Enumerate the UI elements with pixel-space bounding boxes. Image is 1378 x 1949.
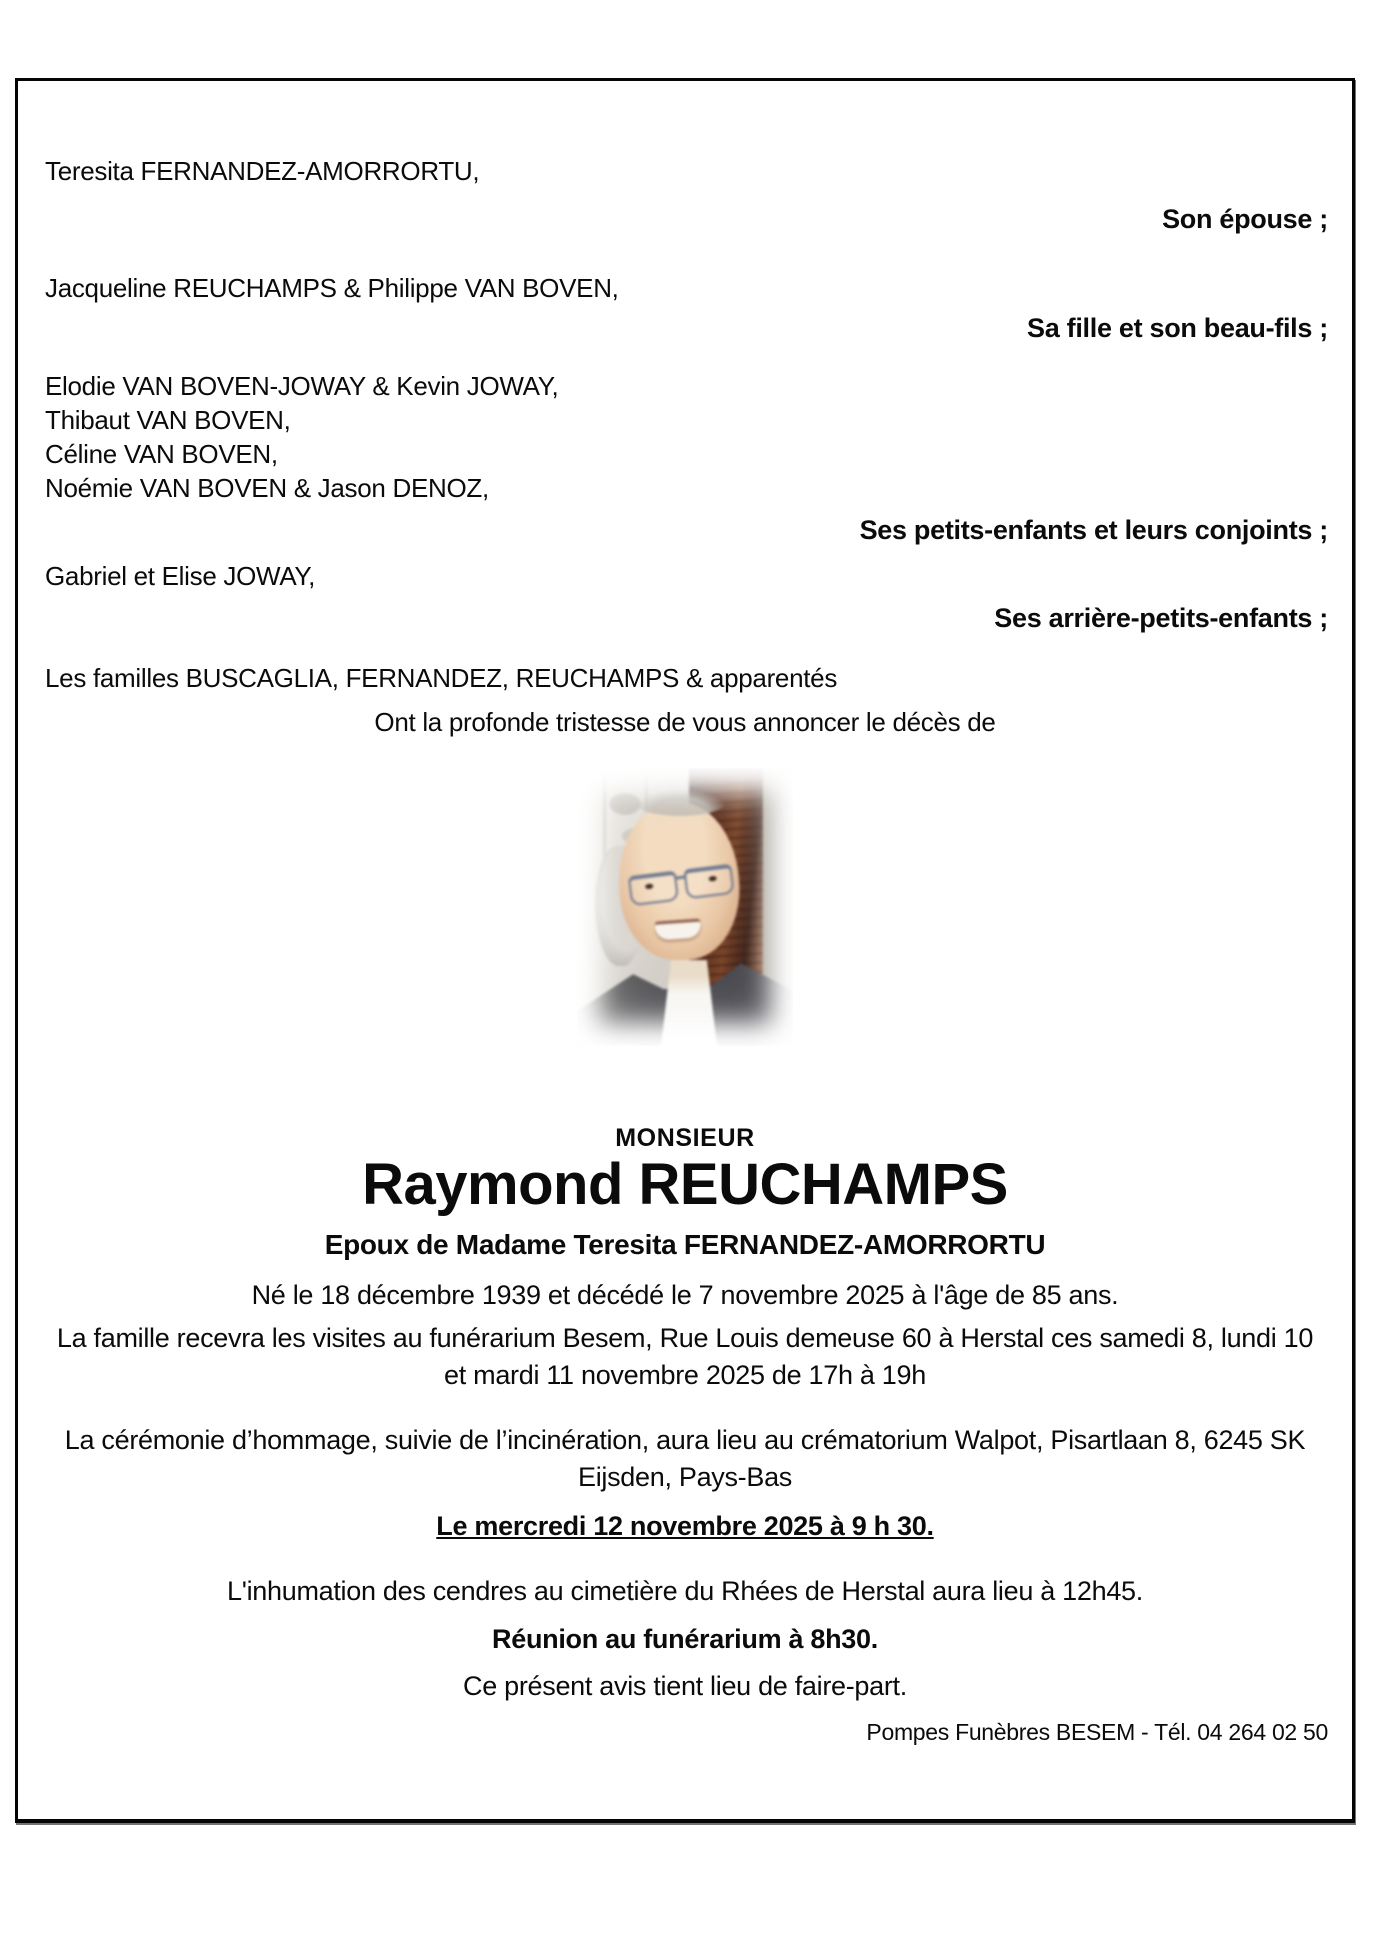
intro-line: Ont la profonde tristesse de vous annoncer le décès de [374, 707, 996, 737]
burial-line: L'inhumation des cendres au cimetière du Rhées de Herstal aura lieu à 12h45. [227, 1576, 1143, 1606]
notice-line: Ce présent avis tient lieu de faire-part. [463, 1671, 907, 1701]
deceased-name: Raymond REUCHAMPS [362, 1152, 1008, 1217]
ceremony-paragraph: La cérémonie d’hommage, suivie de l’incinération, aura lieu au crématorium Walpot, Pisartlaan 8, 6245 SK Eijsden, Pays-Bas [64, 1425, 1306, 1492]
relation-label: Son épouse ; [1162, 204, 1328, 234]
ceremony-date-line: Le mercredi 12 novembre 2025 à 9 h 30. [436, 1511, 934, 1541]
portrait-photo [577, 768, 793, 1046]
visits-paragraph: La famille recevra les visites au funérarium Besem, Rue Louis demeuse 60 à Herstal ces samedi 8, lundi 10 et mardi 11 novembre 2025 de 17h à 19h [56, 1323, 1314, 1390]
photo-faded-edge [577, 768, 793, 1046]
family-name-line: Elodie VAN BOVEN-JOWAY & Kevin JOWAY, [45, 371, 559, 401]
meeting-line: Réunion au funérarium à 8h30. [492, 1624, 878, 1654]
birth-death-line: Né le 18 décembre 1939 et décédé le 7 novembre 2025 à l'âge de 85 ans. [251, 1280, 1119, 1310]
family-name-line: Thibaut VAN BOVEN, [45, 405, 291, 435]
relation-label: Sa fille et son beau-fils ; [1027, 313, 1328, 343]
title-prefix: MONSIEUR [615, 1124, 755, 1152]
family-name-line: Jacqueline REUCHAMPS & Philippe VAN BOVEN, [45, 273, 619, 303]
spouse-line: Epoux de Madame Teresita FERNANDEZ-AMORRORTU [324, 1229, 1046, 1260]
family-name-line: Teresita FERNANDEZ-AMORRORTU, [45, 156, 480, 186]
related-families-line: Les familles BUSCAGLIA, FERNANDEZ, REUCHAMPS & apparentés [45, 663, 838, 693]
funeral-home-line: Pompes Funèbres BESEM - Tél. 04 264 02 50 [866, 1719, 1328, 1745]
family-name-line: Céline VAN BOVEN, [45, 439, 278, 469]
relation-label: Ses arrière-petits-enfants ; [994, 603, 1328, 633]
family-name-line: Noémie VAN BOVEN & Jason DENOZ, [45, 473, 489, 503]
relation-label: Ses petits-enfants et leurs conjoints ; [859, 515, 1328, 545]
page-border [15, 78, 1355, 1823]
family-name-line: Gabriel et Elise JOWAY, [45, 561, 316, 591]
